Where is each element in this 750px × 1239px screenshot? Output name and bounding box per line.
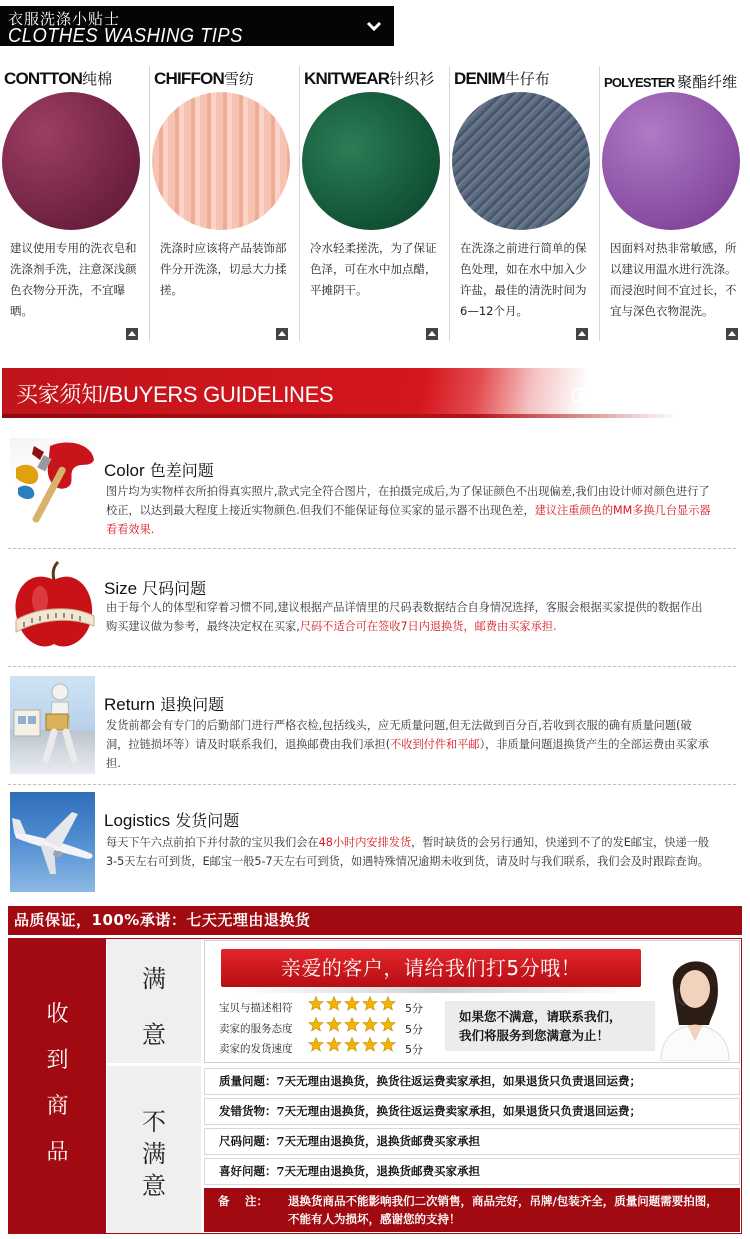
chevron-down-icon[interactable] (364, 16, 384, 36)
guideline-text: 每天下午六点前拍下并付款的宝贝我们会在48小时内安排发货，暂时缺货的会另行通知，快递到不了的发E邮宝，快递一般3-5天左右可到货，E邮宝一般5-7天左右可到货，如遇特殊情况逾期未收到货，请及时与我们联系，我们会及时跟踪查询。 (106, 836, 710, 868)
rating-row: 卖家的服务态度 5分 (219, 1021, 293, 1036)
rating-row: 卖家的发货速度 5分 (219, 1041, 293, 1056)
note-label: 备 注： (218, 1194, 269, 1208)
contact-message: 如果您不满意，请联系我们， 我们将服务到您满意为止！ (445, 1001, 655, 1051)
dashed-divider (8, 784, 736, 785)
guideline-color (0, 438, 750, 548)
back-to-top-icon[interactable] (426, 328, 438, 340)
denim-swatch (452, 92, 590, 230)
policy-row: 发错货物：7天无理由退换货，换货往返运费卖家承担，如果退货只负责退回运费； (204, 1098, 740, 1125)
star-icon (345, 1018, 359, 1032)
fabric-name: CHIFFON雪纺 (154, 69, 254, 88)
buyers-guidelines-banner (2, 368, 678, 414)
guideline-logistics (0, 792, 750, 896)
star-icon (363, 997, 377, 1011)
customer-service-avatar (651, 945, 737, 1061)
fabric-card-chiffon (150, 62, 300, 344)
back-to-top-icon[interactable] (276, 328, 288, 340)
fabric-description: 因面料对热非常敏感，所以建议用温水进行洗涤。而浸泡时间不宜过长，不宜与深色衣物混洗。 (610, 241, 737, 318)
fabric-description: 洗涤时应该将产品装饰部件分开洗涤，切忌大力揉搓。 (160, 241, 287, 297)
back-to-top-icon[interactable] (726, 328, 738, 340)
paint-brush-icon (10, 438, 95, 533)
apple-measuring-tape-icon (10, 560, 95, 655)
star-icon (381, 1038, 395, 1052)
guideline-heading: Return 退换问题 (104, 695, 225, 714)
fabric-description: 建议使用专用的洗衣皂和洗涤剂手洗，注意深浅颜色衣物分开洗，不宜曝晒。 (10, 241, 137, 318)
fabric-name: CONTTON纯棉 (4, 69, 113, 88)
star-icon (327, 1018, 341, 1032)
guideline-text: 图片均为实物样衣所拍得真实照片,款式完全符合图片，在拍摄完成后,为了保证颜色不出现偏差,我们由设计师对颜色进行了校正，以达到最大程度上接近实物颜色.但我们不能保证每位买家的显示器不出现色差，建议注重颜色的MM多换几台显示器看看效果. (106, 485, 711, 536)
star-icon (345, 1038, 359, 1052)
star-icon (381, 997, 395, 1011)
rating-row: 宝贝与描述相符 5分 (219, 1000, 293, 1015)
guarantee-bar: 品质保证，100%承诺：七天无理由退换货 (8, 906, 742, 935)
dashed-divider (8, 666, 736, 667)
rating-panel (204, 940, 740, 1063)
dashed-divider (8, 548, 736, 549)
five-stars-icon (307, 1017, 397, 1033)
cotton-swatch (2, 92, 140, 230)
guarantee-table (8, 938, 742, 1234)
star-icon (309, 997, 323, 1011)
received-goods-label: 收 到 商 品 (9, 939, 106, 1233)
guideline-heading: Size 尺码问题 (104, 579, 207, 598)
policy-row: 质量问题：7天无理由退换货，换货往返运费卖家承担，如果退货只负责退回运费； (204, 1068, 740, 1095)
guideline-heading: Color 色差问题 (104, 461, 214, 480)
knitwear-swatch (302, 92, 440, 230)
fabric-name: DENIM牛仔布 (454, 69, 550, 88)
star-icon (363, 1038, 377, 1052)
star-icon (345, 997, 359, 1011)
airplane-icon (10, 792, 95, 892)
satisfied-label: 满 意 (107, 939, 201, 1063)
note-text: 退换货商品不能影响我们二次销售，商品完好，吊牌/包装齐全，质量问题需要拍图，不能有人为损坏，感谢您的支持！ (288, 1194, 718, 1226)
polyester-swatch (602, 92, 740, 230)
fabric-card-polyester (600, 62, 750, 344)
five-stars-icon (307, 1037, 397, 1053)
star-icon (327, 997, 341, 1011)
star-icon (309, 1038, 323, 1052)
fabric-name: POLYESTER 聚酯纤维 (604, 73, 738, 91)
delivery-person-icon (10, 676, 95, 774)
five-stars-icon (307, 996, 397, 1012)
real-photo-label: 实物拍摄 (600, 386, 661, 404)
fabric-name: KNITWEAR针织衫 (304, 69, 435, 88)
tips-title-en: CLOTHES WASHING TIPS (8, 25, 243, 47)
fabric-card-knitwear (300, 62, 450, 344)
guideline-text: 发货前都会有专门的后勤部门进行严格衣检,包括线头，应无质量问题,但无法做到百分百,若收到衣服的确有质量问题(破洞，拉链损坏等）请及时联系我们，退换邮费由我们承担(不收到付件和平邮），非质量问题退换货产生的全部运费由买家承担. (106, 719, 709, 770)
tips-header (0, 6, 394, 46)
buyers-title: 买家须知/BUYERS GUIDELINES (16, 382, 334, 407)
fabric-card-cotton (0, 62, 150, 344)
policy-row: 尺码问题：7天无理由退换货，退换货邮费买家承担 (204, 1128, 740, 1155)
star-icon (309, 1018, 323, 1032)
guideline-text: 由于每个人的体型和穿着习惯不同,建议根据产品详情里的尺码表数据结合自身情况选择，客服会根据买家提供的数据作出购买建议做为参考，最终决定权在买家,尺码不适合可在签收7日内退换货，邮费由买家承担. (106, 601, 703, 633)
tips-title-cn: 衣服洗涤小贴士 (8, 10, 121, 28)
policy-note (204, 1188, 740, 1232)
fabric-description: 冷水轻柔搓洗，为了保证色泽，可在水中加点醋，平摊阴干。 (310, 241, 437, 297)
back-to-top-icon[interactable] (126, 328, 138, 340)
fabric-description: 在洗涤之前进行简单的保色处理，如在水中加入少许盐，最佳的清洗时间为6—12个月。 (460, 241, 587, 318)
guideline-return (0, 674, 750, 780)
guideline-heading: Logistics 发货问题 (104, 811, 240, 830)
rating-request-banner: 亲爱的客户，请给我们打5分哦！ (221, 949, 641, 987)
star-icon (327, 1038, 341, 1052)
star-icon (381, 1018, 395, 1032)
fabric-list (0, 62, 750, 344)
guideline-size (0, 560, 750, 664)
star-icon (363, 1018, 377, 1032)
fabric-card-denim (450, 62, 600, 344)
policy-row: 喜好问题：7天无理由退换货，退换货邮费买家承担 (204, 1158, 740, 1185)
back-to-top-icon[interactable] (576, 328, 588, 340)
unsatisfied-label: 不 满 意 (107, 1066, 201, 1233)
chiffon-swatch (152, 92, 290, 230)
